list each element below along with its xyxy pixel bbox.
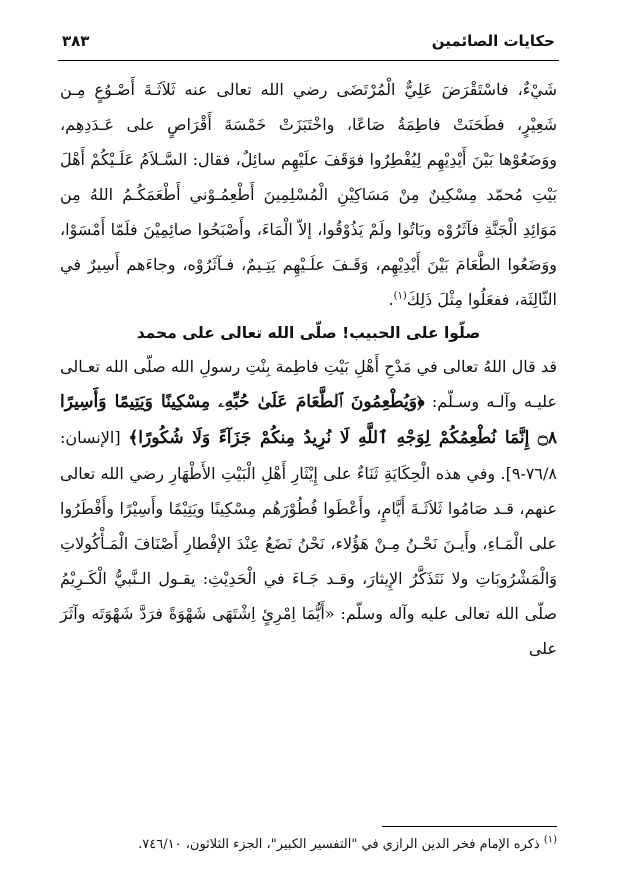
page-header — [62, 30, 555, 56]
quran-verse: ﴿وَيُطْعِمُونَ ٱلطَّعَامَ عَلَىٰ حُبِّهِۦ مِسْكِينًا وَيَتِيمًا وَأَسِيرًا ۝٨ إِنَّمَا نُطْعِمُكُمْ لِوَجْهِ ٱللَّهِ لَا نُرِيدُ مِنكُمْ جَزَآءً وَلَا شُكُورًا﴾ — [60, 392, 557, 448]
main-text — [60, 72, 557, 666]
footnote-rule — [382, 826, 557, 827]
footnote-text: ذكره الإمام فخر الدين الرازي في "التفسير الكبير"، الجزء الثلاثون، ٧٤٦/١٠. — [138, 837, 544, 852]
header-rule — [58, 60, 559, 61]
page-number: ٣٨٣ — [62, 32, 90, 50]
section-heading: صلّوا على الحبيب! صلّى الله تعالى على محمد — [136, 324, 481, 342]
footnote — [60, 836, 557, 854]
paragraph-1-end: . — [388, 290, 394, 309]
paragraph-2-text: [الإنسان: ٧٦/٨-٩]. وفي هذه الْحِكَايَةِ ثَنَاءٌ على إِيْثَارِ أَهْلِ الْبَيْتِ الأَطْهَارِ رضي الله تعالى عنهم، قـد صَامُوا ثَلاَثَـةَ أَيَّامٍ، وأَعْطَوا فُطُوْرَهُم مِسْكِينًا ويَتِيْمًا وأَسِيْرًا وأَفْطَرُوا على الْمَـاءِ، وأَيـنَ نَحْـنُ مِـنْ هَؤُلاء، نَحْنُ نَضَعُ عِنْدَ الإفْطارِ أَصْنَافَ الْمَـأْكُولاتِ وَالْمَشْرُوبَاتِ ولا نَتَذَكَّرُ الإِيثارَ، وقـد جَـاءَ في الْحَدِيْثِ: يقـول الـنَّبيُّ الْكَـرِيْمُ صلّى الله تعالى عليه وآله وسلّم: «أَيُّمَا اِمْرِئٍ اِشْتَهَى شَهْوَةً فرَدَّ شَهْوَتَه وآثَرَ على — [60, 428, 557, 658]
paragraph-2-intro: قد قال اللهُ تعالى في مَدْحِ أَهْلِ بَيْتِ فاطِمة بِنْتِ رسولِ الله صلّى الله تعـالى عليـه وآلـه وسـلّم: — [60, 357, 557, 411]
running-title: حكايات الصائمين — [431, 32, 555, 50]
paragraph-1 — [60, 72, 557, 317]
paragraph-2 — [60, 349, 557, 666]
footnote-reference: (١) — [393, 290, 407, 302]
paragraph-1-text: شَيْءٌ، فاسْتَقْرَضَ عَلِيٌّ الْمُرْتَضَى رضي الله تعالى عنه ثَلاَثَـةَ أَصْـوُعٍ مِـن شَعِيْرٍ، فطَحَنَتْ فاطِمَةُ صَاعًا، واخْتَبَزَتْ خَمْسَةَ أَقْرَاصٍ على عَـدَدِهِم، ووَضَعُوْها بَيْنَ أَيْدِيْهِم لِيُفْطِرُوا فوَقَفَ علَيْهِم سائِلٌ، فقال: السَّـلاَمُ عَلَـيْكُمْ أَهْلَ بَيْتِ مُحمّد مِسْكِينٌ مِنْ مَسَاكِيْنِ الْمُسْلِمِينَ أَطْعِمُـوْني أَطْعَمَكُـمُ اللهُ مِن مَوَائِدِ الْجَنَّةِ فآثَرُوْه وبَاتُوا ولَمْ يَذُوْقُوا، إلاّ الْمَاءَ، وأَصْبَحُوا صائِمِيْنَ فلَمّا أَمْسَوْا، ووَضَعُوا الطَّعَامَ بَيْنَ أَيْدِيْهِم، وَقَـفَ علَـيْهِم يَتِـيمٌ، فـآثَرُوْه، وجاءَهم أَسِيرٌ في الثّالِثَة، ففعَلُوا مِثْلَ ذَلِكَ — [60, 80, 557, 309]
footnote-marker: (١) — [543, 834, 557, 846]
